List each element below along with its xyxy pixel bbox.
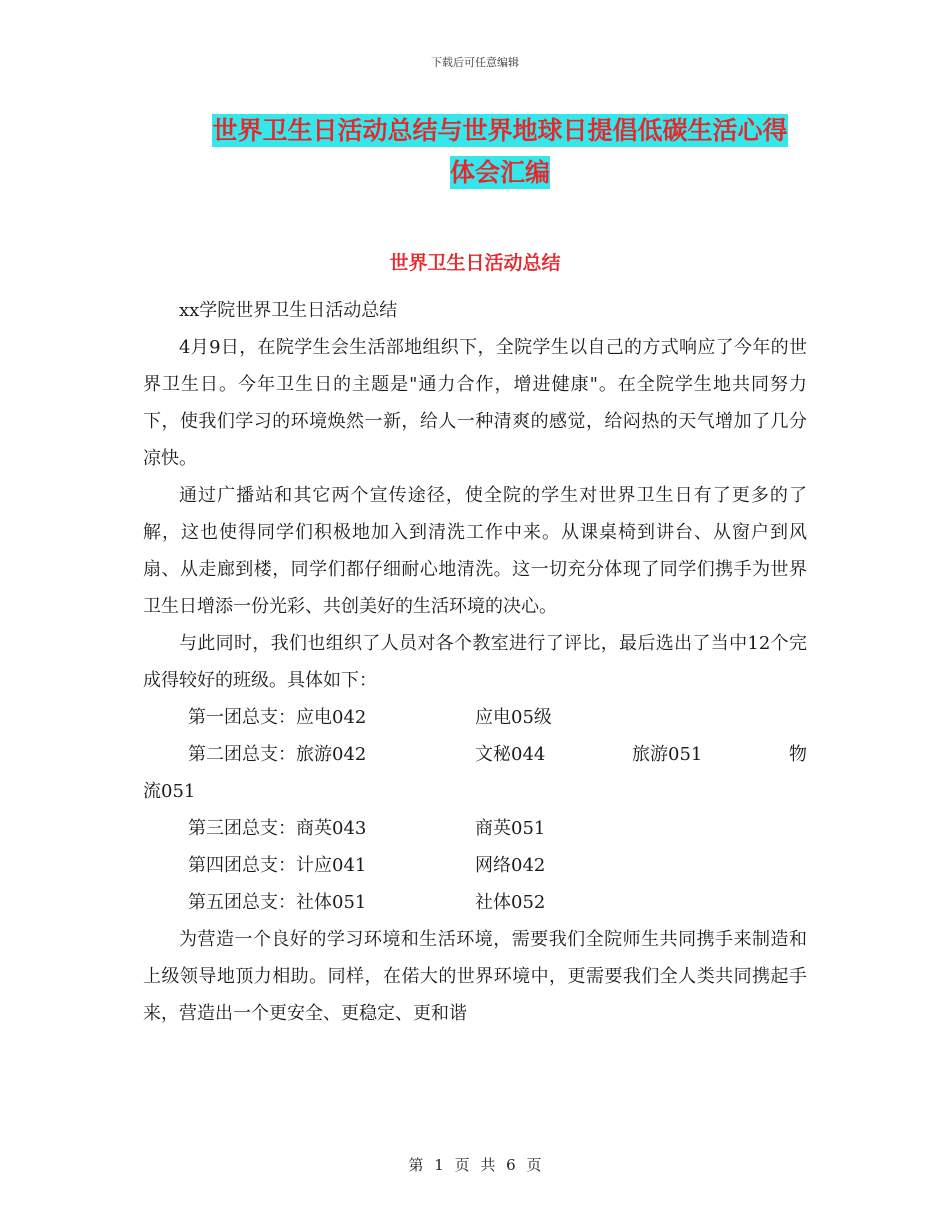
team-class: 网络042 bbox=[475, 855, 546, 876]
team-row-2-wrap: 流051 bbox=[143, 781, 196, 802]
page-number: 第 1 页 共 6 页 bbox=[408, 1156, 542, 1174]
team-row-1 bbox=[143, 699, 807, 736]
title-line-1: 世界卫生日活动总结与世界地球日提倡低碳生活心得 bbox=[212, 116, 788, 145]
team-class: 应电05级 bbox=[475, 707, 552, 728]
team-row-4 bbox=[143, 847, 807, 884]
paragraph-3: 与此同时，我们也组织了人员对各个教室进行了评比，最后选出了当中12个完成得较好的班级。具体如下： bbox=[143, 633, 807, 691]
paragraph-2: 通过广播站和其它两个宣传途径，使全院的学生对世界卫生日有了更多的了解，这也使得同学们积极地加入到清洗工作中来。从课桌椅到讲台、从窗户到风扇、从走廊到楼，同学们都仔细耐心地清洗。这一切充分体现了同学们携手为世界卫生日增添一份光彩、共创美好的生活环境的决心。 bbox=[143, 485, 807, 617]
title-line-2: 体会汇编 bbox=[449, 158, 550, 187]
team-class: 社体052 bbox=[475, 892, 546, 913]
team-label: 第四团总支：计应041 bbox=[188, 855, 367, 876]
team-class: 商英051 bbox=[475, 818, 546, 839]
team-label: 第一团总支：应电042 bbox=[188, 707, 367, 728]
paragraph-4: 为营造一个良好的学习环境和生活环境，需要我们全院师生共同携手来制造和上级领导地顶力相助。同样，在偌大的世界环境中，更需要我们全人类共同携起手来，营造出一个更安全、更稳定、更和谐 bbox=[143, 929, 807, 1024]
team-label: 第三团总支：商英043 bbox=[188, 818, 367, 839]
subtitle: xx学院世界卫生日活动总结 bbox=[179, 300, 398, 321]
team-label: 第五团总支：社体051 bbox=[188, 892, 367, 913]
team-row-2 bbox=[143, 736, 807, 773]
team-class: 旅游051 bbox=[632, 744, 703, 765]
section-title: 世界卫生日活动总结 bbox=[389, 252, 561, 274]
paragraph-1: 4月9日，在院学生会生活部地组织下，全院学生以自己的方式响应了今年的世界卫生日。今年卫生日的主题是"通力合作，增进健康"。在全院学生地共同努力下，使我们学习的环境焕然一新，给人一种清爽的感觉，给闷热的天气增加了几分凉快。 bbox=[143, 337, 807, 469]
document-body bbox=[143, 292, 807, 1032]
team-class: 物 bbox=[789, 744, 807, 765]
document-title bbox=[150, 110, 850, 194]
team-label: 第二团总支：旅游042 bbox=[188, 744, 367, 765]
team-class: 文秘044 bbox=[475, 744, 546, 765]
team-row-5 bbox=[143, 884, 807, 921]
team-row-3 bbox=[143, 810, 807, 847]
page-header-note: 下载后可任意编辑 bbox=[431, 56, 519, 69]
